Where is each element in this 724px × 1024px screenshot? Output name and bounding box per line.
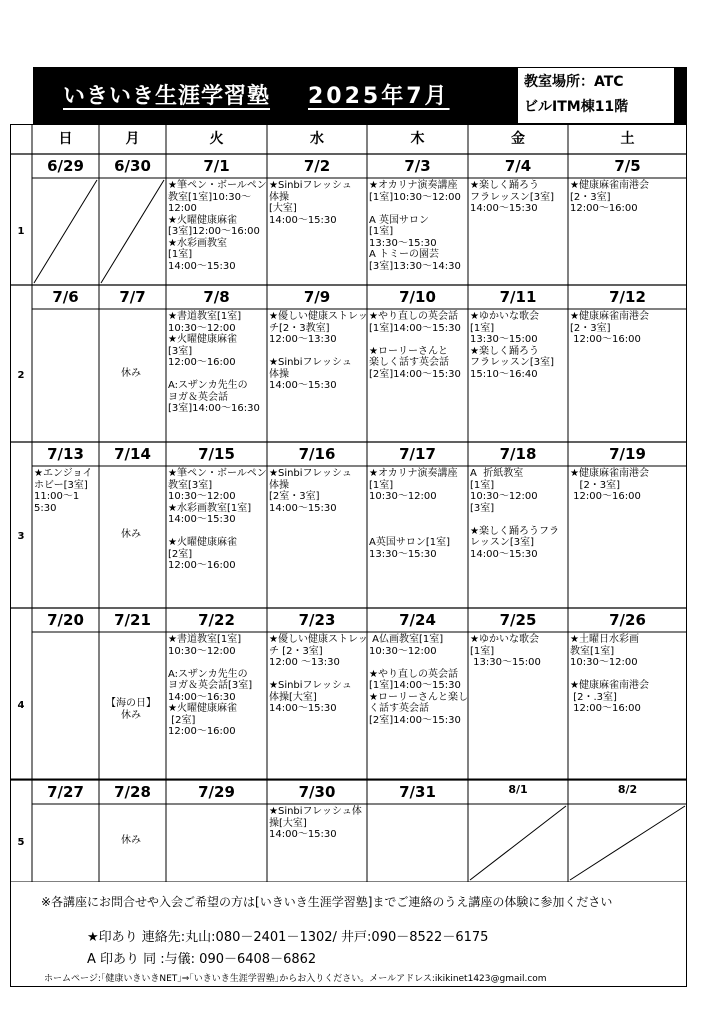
event-text: 休み	[121, 835, 141, 846]
grid-line	[470, 806, 566, 880]
event-text: ★Sinbiフレッシュ体 操[大室] 14:00～15:30	[269, 806, 362, 840]
grid-line	[101, 180, 164, 283]
event-text: 【海の日】 休み	[106, 698, 156, 721]
grid-line	[34, 180, 97, 283]
date-label: 7/21	[114, 611, 151, 629]
week-number: 1	[17, 225, 25, 237]
event-text: A仏画教室[1室] 10:30～12:00 ★やり直しの英会話 [1室]14:00～15:30 ★ローリーさんと楽し く話す英会話 [2室]14:00～15:30	[369, 634, 468, 726]
week-number: 4	[17, 700, 25, 711]
event-text: ★楽しく踊ろう フラレッスン[3室] 14:00～15:30	[470, 180, 555, 214]
date-label: 7/2	[303, 157, 331, 175]
event-text: 休み	[121, 529, 141, 540]
date-label: 7/7	[119, 288, 146, 306]
date-label: 6/30	[114, 157, 151, 175]
event-text: ★ゆかいな歌会 [1室] 13:30～15:00 ★楽しく踊ろう フラレッスン[3室] 15:10～16:40	[470, 311, 555, 380]
date-label: 7/9	[303, 288, 331, 306]
date-label: 7/3	[404, 157, 431, 175]
contact-line-a: A 印あり 同 :与儀: 090－6408－6862	[87, 952, 317, 967]
date-label: 7/30	[298, 783, 336, 801]
date-label: 7/18	[499, 445, 537, 463]
event-text: ★オカリナ演奏講座 [1室]10:30～12:00 A 英国サロン [1室] 13:30～15:30 A トミーの園芸 [3室]13:30～14:30	[369, 180, 461, 272]
event-text: ★土曜日水彩画 教室[1室] 10:30～12:00 ★健康麻雀南港会 [2・.3室] 12:00～16:00	[570, 634, 649, 714]
event-text: ★オカリナ演奏講座 [1室] 10:30～12:00 A英国サロン[1室] 13:30～15:30	[369, 468, 458, 560]
date-label: 7/27	[47, 783, 84, 801]
date-label: 8/2	[617, 783, 638, 796]
event-text: ★筆ペン・ボールペン 教室[3室] 10:30～12:00 ★水彩画教室[1室] 14:00～15:30 ★火曜健康麻雀 [2室] 12:00～16:00	[168, 468, 267, 571]
date-label: 7/14	[114, 445, 151, 463]
contact-line-star: ★印あり 連絡先:丸山:080－2401－1302/ 井戸:090－8522－6175	[87, 930, 489, 945]
date-label: 7/12	[609, 288, 646, 306]
location-line-2: ビルITM棟11階	[524, 99, 629, 115]
homepage-info: ホームページ:｢健康いきいきNET｣⇒｢いきいき生涯学習塾｣からお入りください。メールアドレス:ikikinet1423@gmail.com	[44, 974, 547, 984]
weekday-header: 木	[410, 131, 425, 147]
date-label: 8/1	[508, 783, 528, 796]
header-strip	[675, 67, 687, 124]
date-label: 7/16	[298, 445, 336, 463]
weekday-header: 土	[620, 131, 635, 147]
event-text: ★優しい健康ストレッ チ [2・3室] 12:00 ～13:30 ★Sinbiフレッシュ 体操[大室] 14:00～15:30	[269, 634, 368, 714]
grid-line	[570, 806, 685, 880]
date-label: 7/31	[399, 783, 436, 801]
event-text: ★Sinbiフレッシュ 体操 [大室] 14:00～15:30	[269, 180, 352, 226]
event-text: ★エンジョイ ホビー[3室] 11:00～1 5:30	[34, 468, 93, 514]
date-label: 7/17	[399, 445, 436, 463]
calendar-title: いきいき生涯学習塾	[63, 84, 271, 109]
calendar-month: 2025年7月	[308, 84, 450, 109]
footer-note: ※各講座にお問合せや入会ご希望の方は[いきいき生涯学習塾]までご連絡のうえ講座の体験に参加ください	[41, 895, 613, 909]
date-label: 7/1	[203, 157, 230, 175]
event-text: ★優しい健康ストレッ チ[2・3教室] 12:00～13:30 ★Sinbiフレッシュ 体操 14:00～15:30	[269, 311, 368, 391]
event-text: ★ゆかいな歌会 [1室] 13:30～15:00	[470, 634, 541, 668]
event-text: ★やり直しの英会話 [1室]14:00～15:30 ★ローリーさんと 楽しく話す英会話 [2室]14:00～15:30	[369, 311, 461, 380]
date-label: 7/15	[198, 445, 235, 463]
event-text: ★健康麻雀南港会 [2・3室] 12:00～16:00	[570, 311, 649, 345]
event-text: ★健康麻雀南港会 [2・3室] 12:00～16:00	[570, 180, 649, 214]
week-number: 3	[17, 531, 25, 542]
date-label: 7/26	[609, 611, 646, 629]
date-label: 7/20	[47, 611, 84, 629]
location-box	[517, 67, 675, 124]
calendar-grid	[10, 124, 687, 882]
date-label: 7/6	[52, 288, 79, 306]
date-label: 7/25	[499, 611, 537, 629]
date-label: 7/13	[47, 445, 84, 463]
date-label: 7/22	[198, 611, 235, 629]
date-label: 7/29	[198, 783, 235, 801]
date-label: 7/28	[114, 783, 151, 801]
date-label: 7/24	[399, 611, 436, 629]
location-line-1: 教室場所：ATC	[524, 74, 624, 90]
date-label: 7/8	[203, 288, 230, 306]
date-label: 7/11	[499, 288, 537, 306]
date-label: 7/23	[298, 611, 336, 629]
date-label: 7/19	[609, 445, 646, 463]
event-text: ★書道教室[1室] 10:30～12:00 ★火曜健康麻雀 [3室] 12:00～16:00 A:スザンカ先生の ヨガ＆英会話 [3室]14:00～16:30	[168, 311, 260, 414]
date-label: 7/10	[399, 288, 436, 306]
date-label: 7/4	[504, 157, 532, 175]
week-number: 2	[17, 369, 25, 381]
event-text: ★書道教室[1室] 10:30～12:00 A:スザンカ先生の ヨガ＆英会話[3室] 14:00～16:30 ★火曜健康麻雀 [2室] 12:00～16:00	[168, 634, 253, 737]
event-text: 休み	[121, 367, 141, 379]
date-label: 7/5	[614, 157, 641, 175]
date-label: 6/29	[47, 157, 84, 175]
event-text: ★健康麻雀南港会 [2・3室] 12:00～16:00	[570, 468, 649, 502]
calendar-header	[33, 67, 517, 124]
weekday-header: 日	[58, 131, 73, 147]
week-number: 5	[17, 837, 25, 848]
event-text: ★筆ペン・ボールペン 教室[1室]10:30～ 12:00 ★火曜健康麻雀 [3室]12:00～16:00 ★水彩画教室 [1室] 14:00～15:30	[168, 180, 267, 272]
weekday-header: 金	[511, 131, 525, 147]
event-text: A 折紙教室 [1室] 10:30～12:00 [3室] ★楽しく踊ろうフラ レッスン[3室] 14:00～15:30	[470, 468, 559, 560]
weekday-header: 水	[310, 131, 324, 147]
weekday-header: 月	[125, 131, 140, 147]
weekday-header: 火	[209, 131, 224, 147]
event-text: ★Sinbiフレッシュ 体操 [2室・3室] 14:00～15:30	[269, 468, 352, 514]
